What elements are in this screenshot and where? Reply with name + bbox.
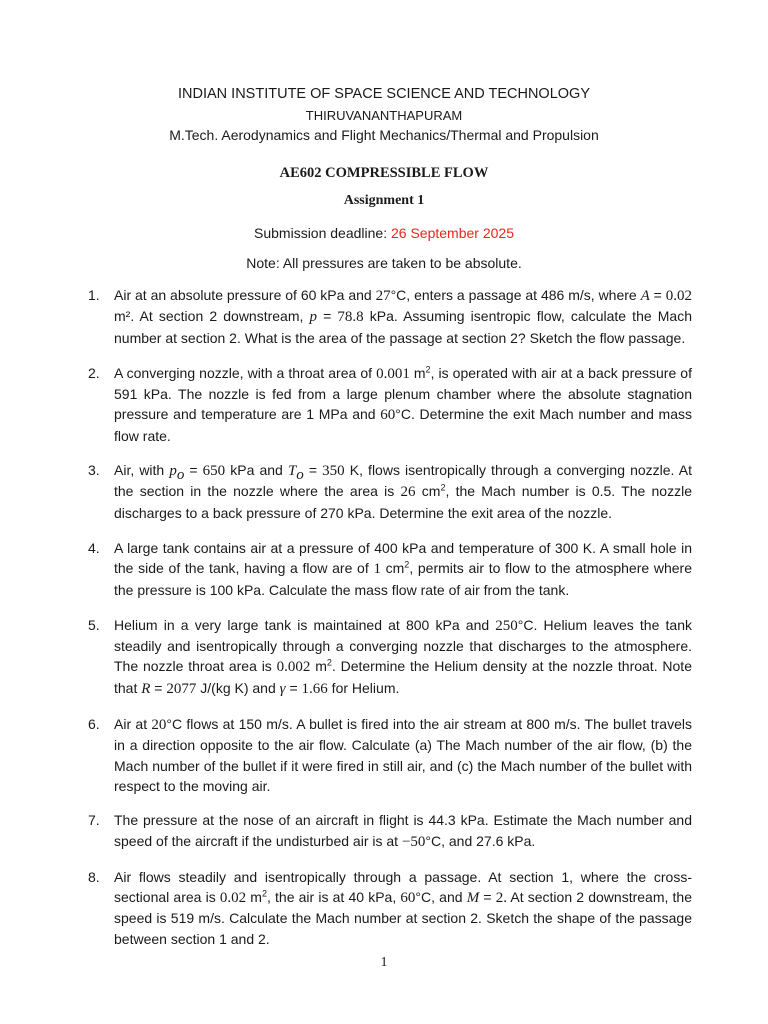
- problem-number: 3.: [88, 462, 100, 479]
- problem-item: [88, 538, 692, 600]
- course-title: AE602 COMPRESSIBLE FLOW: [279, 165, 489, 181]
- problem-text: A large tank contains air at a pressure of 400 kPa and temperature of 300 K. A small hole in the side of the tank, having a flow are of 1 $cm^2$, permits air to flow to the atmosphere where the pressure is 100 kPa. Calculate the mass flow rate of air from the tank.: [114, 539, 692, 598]
- problem-item: [88, 615, 692, 699]
- problem-item: [88, 460, 692, 523]
- problem-number: 2.: [88, 364, 100, 381]
- pressure-note: Note: All pressures are taken to be absolute.: [246, 255, 522, 271]
- problem-text: Air, with $p_o = 650$ kPa and $T_o = 350$ K, flows isentropically through a converging nozzle. At the section in the nozzle where the area is 26 $cm^2$, the Mach number is 0.5. The nozzle discharges to a back pressure of 270 kPa. Determine the exit area of the nozzle.: [114, 462, 692, 521]
- problem-number: 6.: [88, 716, 100, 733]
- assignment-title: Assignment 1: [343, 193, 425, 208]
- problem-text: A converging nozzle, with a throat area of 0.001 $m^2$, is operated with air at a back pressure of 591 kPa. The nozzle is fed from a large plenum chamber where the absolute stagnation pressure and temperature are 1 MPa and 60°C. Determine the exit Mach number and mass flow rate.: [114, 364, 692, 444]
- problem-number: 4.: [88, 539, 100, 556]
- deadline-label: Submission deadline:: [254, 225, 391, 241]
- problem-item: [88, 285, 692, 348]
- problem-item: [88, 363, 692, 446]
- problem-item: [88, 714, 692, 796]
- page-number: 1: [380, 955, 388, 970]
- problem-text: Air at 20°C flows at 150 m/s. A bullet is fired into the air stream at 800 m/s. The bullet travels in a direction opposite to the air flow. Calculate (a) The Mach number of the air flow, (b) the Mach number of the bullet if it were fired in still air, and (c) the Mach number of the bullet with respect to the moving air.: [114, 716, 692, 794]
- problem-number: 8.: [88, 868, 100, 885]
- problem-text: Air flows steadily and isentropically through a passage. At section 1, where the cross-sectional area is 0.02 $m^2$, the air is at 40 kPa, 60°C, and M = 2. At section 2 downstream, the speed is 519 m/s. Calculate the Mach number at section 2. Sketch the shape of the passage between section 1 and 2.: [114, 868, 692, 947]
- problem-number: 7.: [88, 812, 100, 829]
- problem-item: [88, 810, 692, 852]
- problem-item: [88, 867, 692, 949]
- program-name: M.Tech. Aerodynamics and Flight Mechanics/Thermal and Propulsion: [169, 127, 599, 143]
- problem-list: [88, 285, 692, 949]
- institute-name: INDIAN INSTITUTE OF SPACE SCIENCE AND TECHNOLOGY: [178, 86, 590, 102]
- problem-text: Air at an absolute pressure of 60 kPa and 27°C, enters a passage at 486 m/s, where A = 0.02 m². At section 2 downstream, p = 78.8 kPa. Assuming isentropic flow, calculate the Mach number at section 2. What is the area of the passage at section 2? Sketch the flow passage.: [114, 287, 692, 346]
- institute-city: THIRUVANANTHAPURAM: [305, 108, 463, 123]
- submission-deadline: [0, 225, 768, 241]
- deadline-date: 26 September 2025: [391, 225, 514, 241]
- problem-text: Helium in a very large tank is maintained at 800 kPa and 250°C. Helium leaves the tank steadily and isentropically through a converging nozzle that discharges to the atmosphere. The nozzle throat area is 0.002 $m^2$. Determine the Helium density at the nozzle throat. Note that R = 2077 J/(kg K) and γ = 1.66 for Helium.: [114, 616, 692, 697]
- problem-number: 5.: [88, 616, 100, 633]
- problem-text: The pressure at the nose of an aircraft in flight is 44.3 kPa. Estimate the Mach number and speed of the aircraft if the undisturbed air is at −50°C, and 27.6 kPa.: [114, 812, 692, 850]
- problem-number: 1.: [88, 287, 100, 303]
